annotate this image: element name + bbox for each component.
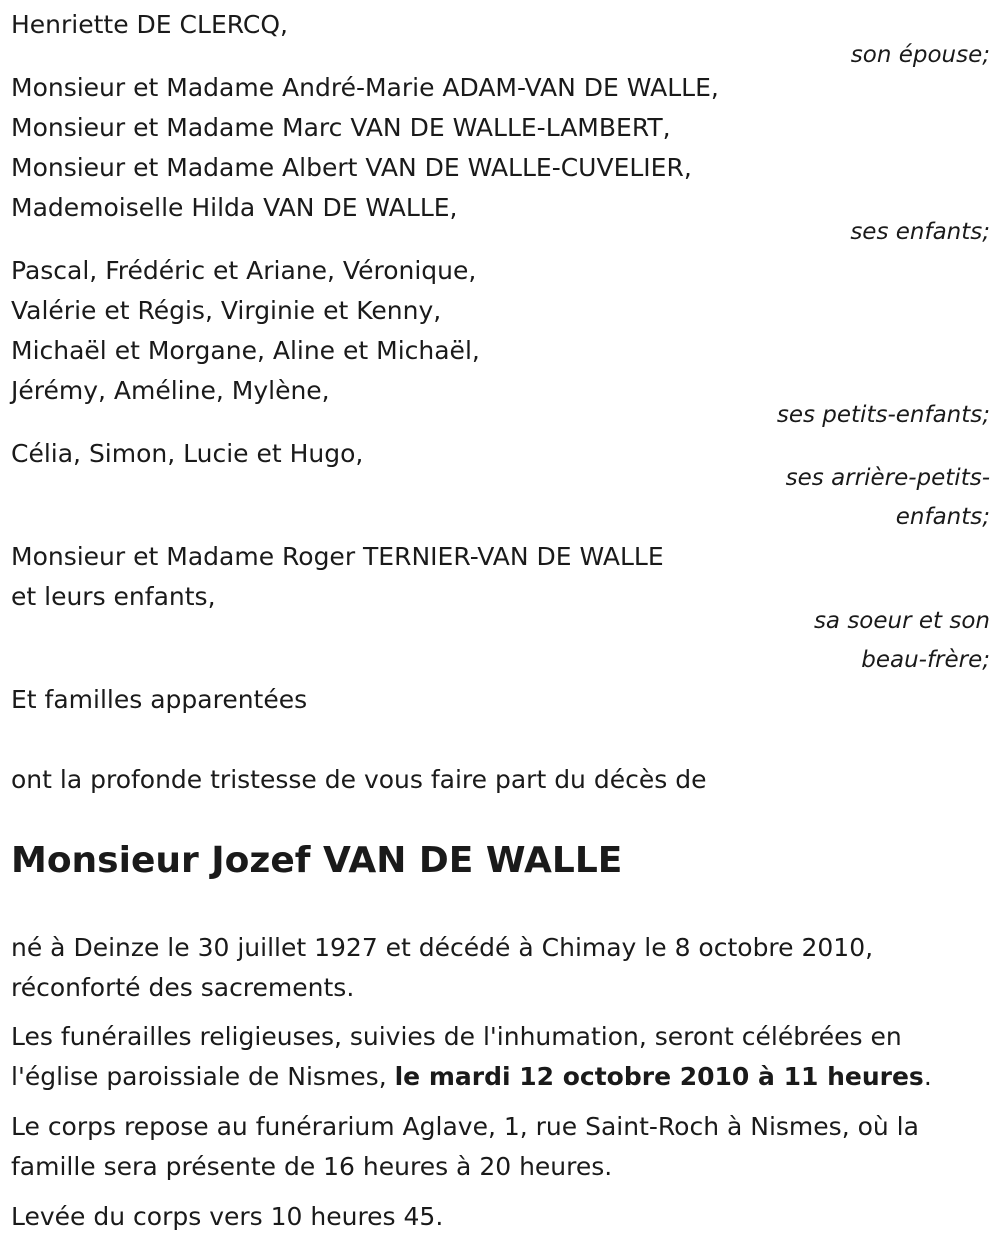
sacraments-line: réconforté des sacrements. <box>11 973 355 1002</box>
family-name-line: Monsieur et Madame André-Marie ADAM-VAN DE WALLE, <box>11 73 719 102</box>
relation-label: ses petits-enfants; <box>776 402 990 428</box>
relation-label: son épouse; <box>850 42 990 68</box>
family-name-line: Jérémy, Améline, Mylène, <box>11 376 330 405</box>
birth-death-line: né à Deinze le 30 juillet 1927 et décédé à Chimay le 8 octobre 2010, <box>11 933 874 962</box>
funeral-datetime: le mardi 12 octobre 2010 à 11 heures <box>394 1062 924 1091</box>
family-name-line: Henriette DE CLERCQ, <box>11 10 288 39</box>
funeral-paragraph <box>11 1017 990 1097</box>
family-name-line: Monsieur et Madame Marc VAN DE WALLE-LAMBERT, <box>11 113 671 142</box>
viewing-paragraph <box>11 1107 990 1187</box>
family-name-line: Pascal, Frédéric et Ariane, Véronique, <box>11 256 477 285</box>
family-name-line: Michaël et Morgane, Aline et Michaël, <box>11 336 480 365</box>
viewing-hours-line: famille sera présente de 16 heures à 20 heures. <box>11 1152 613 1181</box>
family-name-line: Mademoiselle Hilda VAN DE WALLE, <box>11 193 458 222</box>
funeral-line: Les funérailles religieuses, suivies de l'inhumation, seront célébrées en <box>11 1022 902 1051</box>
church-text: l'église paroissiale de Nismes, <box>11 1062 395 1091</box>
relation-label: ses enfants; <box>850 219 990 245</box>
funeral-date-line <box>11 1057 990 1097</box>
extended-family: Et familles apparentées <box>11 685 308 714</box>
family-name-line: Monsieur et Madame Albert VAN DE WALLE-CUVELIER, <box>11 153 692 182</box>
family-name-line: Monsieur et Madame Roger TERNIER-VAN DE WALLE <box>11 542 664 571</box>
deceased-name: Monsieur Jozef VAN DE WALLE <box>11 840 623 881</box>
relation-label: beau-frère; <box>861 647 990 673</box>
relation-label: ses arrière-petits- <box>785 465 990 491</box>
family-name-line: Valérie et Régis, Virginie et Kenny, <box>11 296 442 325</box>
group-spouse <box>11 5 990 75</box>
departure-line: Levée du corps vers 10 heures 45. <box>11 1202 444 1231</box>
announcement-text: ont la profonde tristesse de vous faire part du décès de <box>11 765 707 794</box>
group-great-grandchildren <box>11 434 990 537</box>
viewing-line: Le corps repose au funérarium Aglave, 1, rue Saint-Roch à Nismes, où la <box>11 1112 919 1141</box>
family-name-line: Célia, Simon, Lucie et Hugo, <box>11 439 364 468</box>
group-children <box>11 68 990 252</box>
family-name-line: et leurs enfants, <box>11 582 216 611</box>
relation-label: enfants; <box>895 504 990 530</box>
group-grandchildren <box>11 251 990 435</box>
birth-death-paragraph <box>11 928 990 1008</box>
funeral-period: . <box>923 1062 932 1091</box>
relation-label: sa soeur et son <box>813 608 990 634</box>
group-sister <box>11 537 990 680</box>
